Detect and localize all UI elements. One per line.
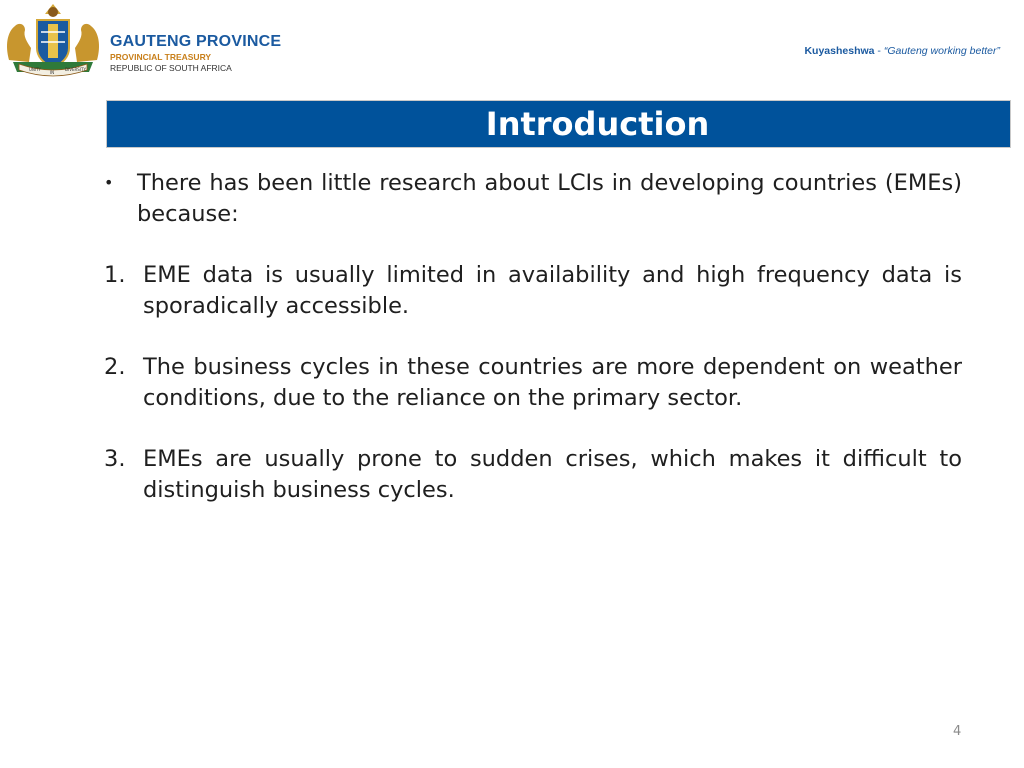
list-item bbox=[104, 352, 962, 413]
page-number: 4 bbox=[953, 724, 962, 739]
list-item bbox=[104, 260, 962, 321]
list-item-number: 3. bbox=[104, 446, 126, 472]
org-country: REPUBLIC OF SOUTH AFRICA bbox=[110, 62, 232, 73]
organization-block bbox=[110, 34, 281, 72]
list-item-text: The business cycles in these countries are more dependent on weather conditions, due to the reliance on the primary sector. bbox=[143, 354, 962, 411]
slide-content bbox=[104, 168, 962, 505]
title-bar bbox=[106, 100, 1011, 148]
slogan-brand: Kuyasheshwa bbox=[804, 45, 875, 57]
org-name: GAUTENG PROVINCE bbox=[110, 33, 282, 50]
crest-motto-right: DIVERSITY bbox=[65, 67, 86, 72]
list-item-number: 1. bbox=[104, 262, 126, 288]
list-item-text: EMEs are usually prone to sudden crises, which makes it difficult to distinguish business cycles. bbox=[143, 446, 962, 503]
coat-of-arms-logo bbox=[3, 2, 103, 78]
slogan-quote: “Gauteng working better” bbox=[883, 45, 1000, 57]
list-item-text: EME data is usually limited in availability and high frequency data is sporadically accessible. bbox=[143, 262, 962, 319]
slogan-separator: - bbox=[874, 45, 884, 57]
bullet-text: There has been little research about LCIs in developing countries (EMEs) because: bbox=[137, 170, 962, 227]
org-department: PROVINCIAL TREASURY bbox=[110, 52, 212, 62]
crest-motto-mid: IN bbox=[50, 70, 55, 75]
slogan bbox=[804, 45, 1000, 57]
list-item-number: 2. bbox=[104, 354, 126, 380]
slide-title: Introduction bbox=[485, 105, 710, 143]
crest-motto-left: UNITY bbox=[29, 67, 41, 72]
bullet-marker: • bbox=[104, 173, 114, 192]
bullet-paragraph bbox=[104, 168, 962, 229]
list-item bbox=[104, 444, 962, 505]
